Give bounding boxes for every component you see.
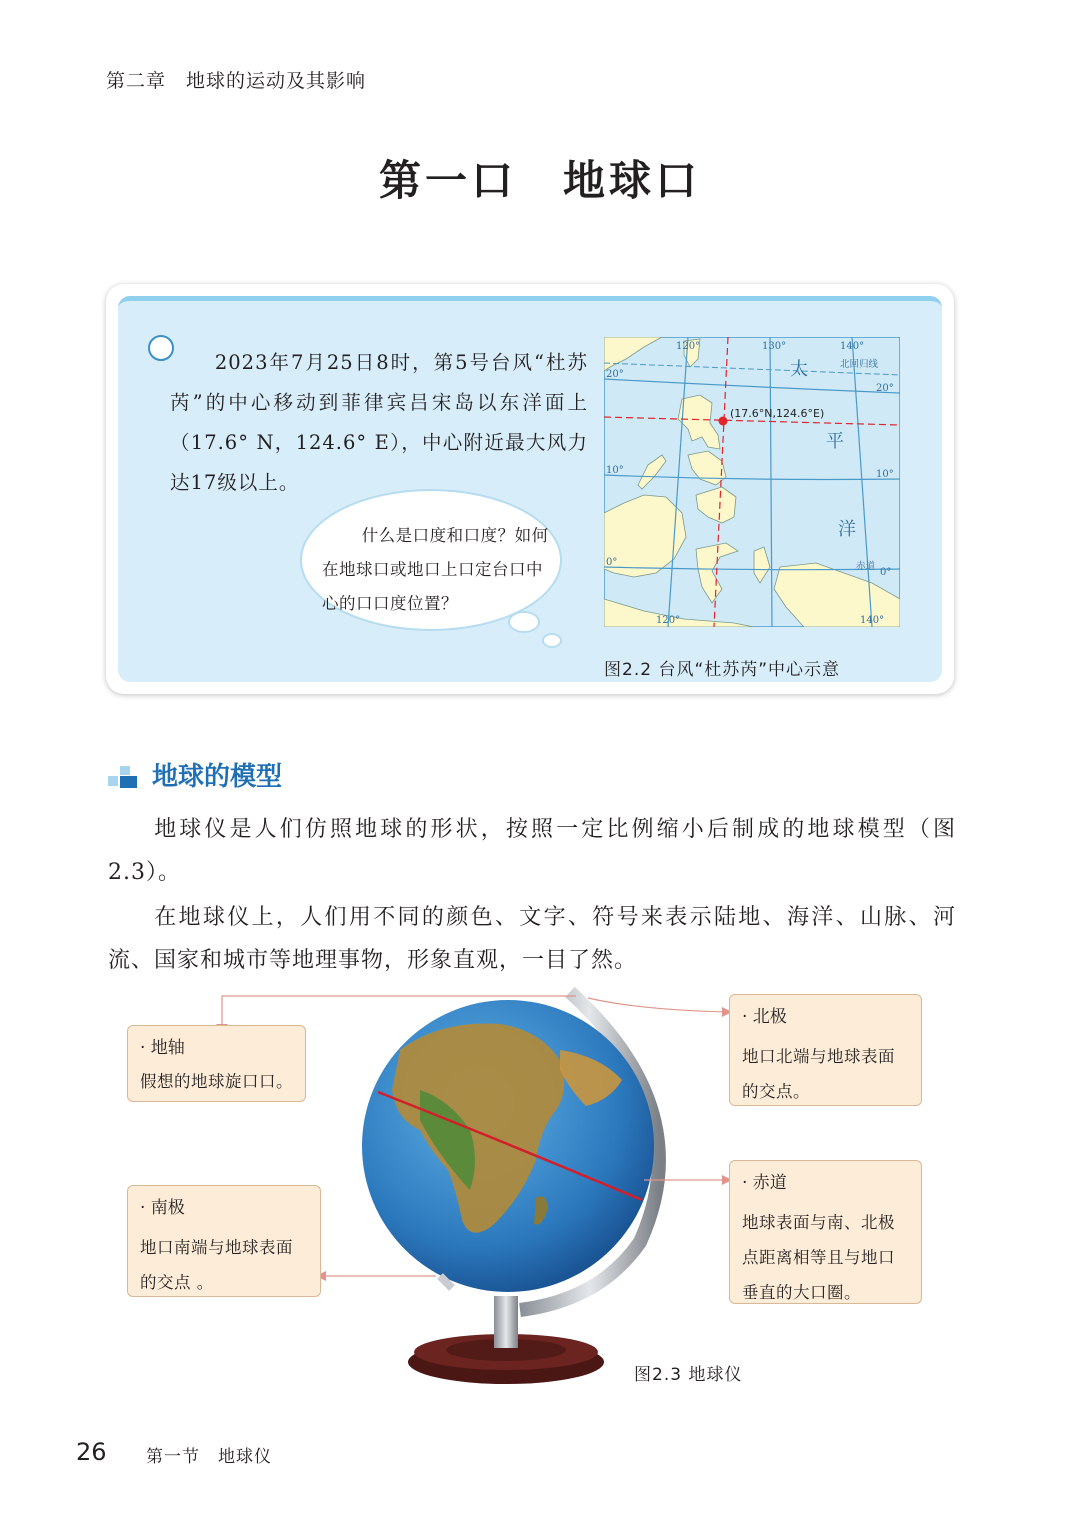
map-bottom-lon-label-120: 120° bbox=[656, 615, 681, 626]
map-caption: 图2.2 台风“杜苏芮”中心示意 bbox=[604, 660, 841, 680]
typhoon-center-point bbox=[719, 417, 728, 426]
chapter-header: 第二章 地球的运动及其影响 bbox=[106, 70, 367, 92]
subsection-square-icon bbox=[108, 766, 138, 788]
callout-south-pole bbox=[127, 1185, 321, 1297]
thought-dot-small bbox=[544, 635, 560, 646]
map-tropic-label: 北回归线 bbox=[840, 359, 879, 370]
page-number: 26 bbox=[76, 1438, 107, 1466]
body-paragraph-2: 在地球仪上，人们用不同的颜色、文字、符号来表示陆地、海洋、山脉、河流、国家和城市等地理事物，形象直观，一目了然。 bbox=[108, 905, 956, 973]
map-ocean-char-1: 太 bbox=[790, 359, 808, 380]
thought-question: 什么是口度和口度？如何在地球口或地口上口定台口中心的口口度位置？ bbox=[322, 526, 549, 613]
typhoon-center-label: (17.6°N,124.6°E) bbox=[730, 407, 825, 420]
map-lat-right-20: 20° bbox=[876, 383, 894, 394]
map-lat-left-10: 10° bbox=[606, 465, 624, 476]
intro-inner-panel bbox=[118, 296, 942, 682]
callout-axis-title: · 地轴 bbox=[140, 1038, 185, 1058]
map-bottom-lon-label-140: 140° bbox=[860, 615, 885, 626]
callout-earth-axis bbox=[127, 1025, 306, 1102]
callout-north-body: 地口北端与地球表面的交点。 bbox=[742, 1047, 895, 1101]
intro-box bbox=[106, 284, 954, 694]
leader-north bbox=[588, 998, 728, 1012]
subsection-title: 地球的模型 bbox=[152, 762, 283, 792]
globe-caption: 图2.3 地球仪 bbox=[634, 1365, 743, 1385]
map-lat-left-0: 0° bbox=[606, 557, 618, 568]
map-equator-label: 赤道 bbox=[856, 561, 876, 572]
map-lon-label-130: 130° bbox=[762, 341, 787, 352]
map-ocean-char-3: 洋 bbox=[838, 519, 856, 540]
map-lon-label-140: 140° bbox=[840, 341, 865, 352]
callout-equator-body: 地球表面与南、北极点距离相等且与地口垂直的大口圈。 bbox=[742, 1213, 895, 1302]
callout-equator-title: · 赤道 bbox=[742, 1173, 787, 1193]
map-lat-right-10: 10° bbox=[876, 469, 894, 480]
callout-south-body: 地口南端与地球表面的交点 。 bbox=[140, 1238, 293, 1292]
section-title: 第一口 地球口 bbox=[378, 156, 701, 205]
globe-stand bbox=[494, 1296, 518, 1348]
callout-equator bbox=[729, 1160, 922, 1304]
intro-paragraph: 2023年7月25日8时，第5号台风“杜苏芮”的中心移动到菲律宾吕宋岛以东洋面上（17.6° N，124.6° E），中心附近最大风力达17级以上。 bbox=[170, 351, 588, 494]
callout-north-title: · 北极 bbox=[742, 1007, 787, 1027]
callout-north-pole bbox=[729, 994, 922, 1106]
footer-section-label: 第一节 地球仪 bbox=[146, 1447, 272, 1467]
map-lon-label-120: 120° bbox=[676, 341, 701, 352]
body-paragraph-1: 地球仪是人们仿照地球的形状，按照一定比例缩小后制成的地球模型（图2.3）。 bbox=[108, 817, 956, 885]
callout-south-title: · 南极 bbox=[140, 1198, 185, 1218]
map-lat-left-20: 20° bbox=[606, 369, 624, 380]
map-lat-right-0: 0° bbox=[880, 567, 892, 578]
map-ocean-char-2: 平 bbox=[826, 431, 844, 452]
callout-axis-body: 假想的地球旋口口。 bbox=[140, 1072, 293, 1091]
thought-bubble bbox=[302, 491, 560, 629]
typhoon-map bbox=[604, 337, 900, 627]
